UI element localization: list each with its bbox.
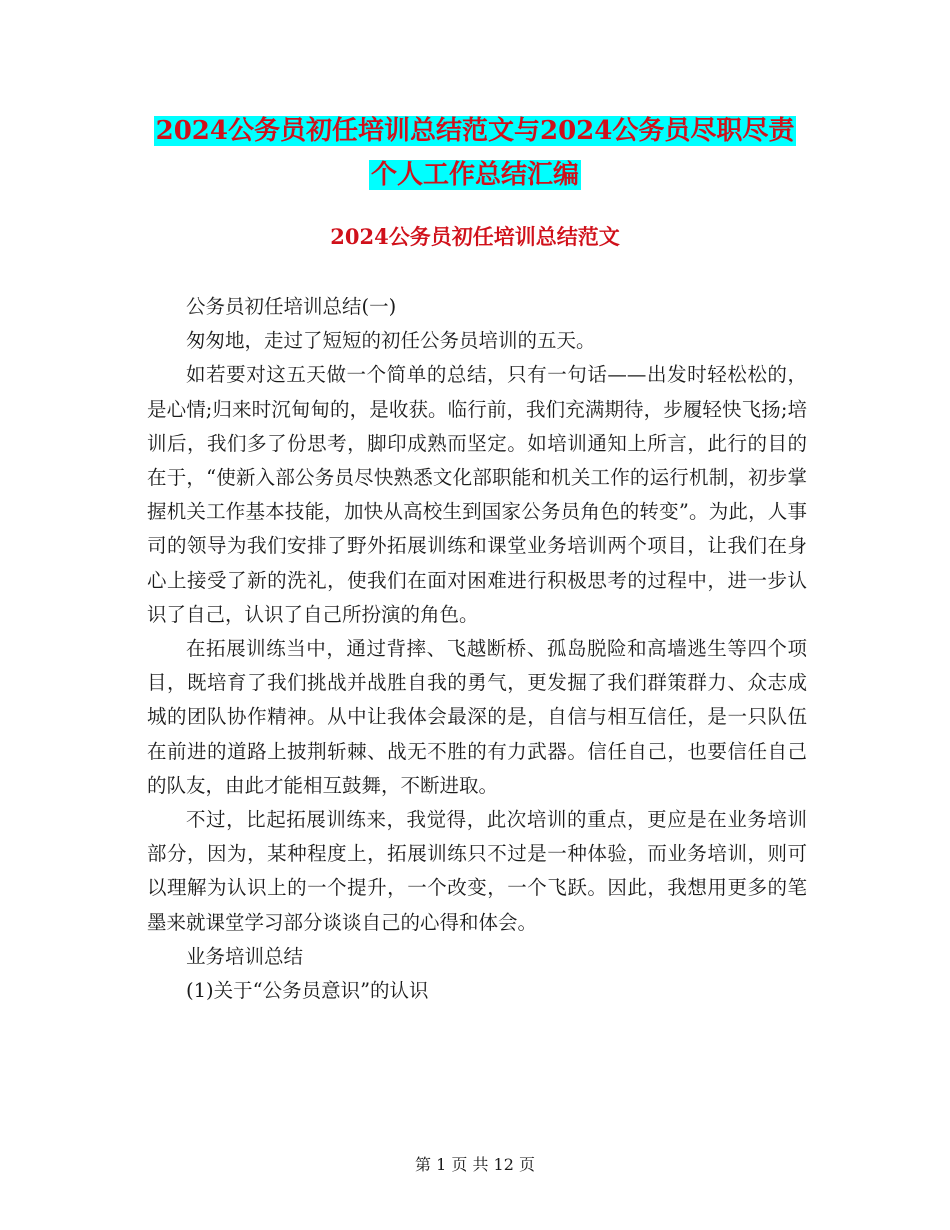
paragraph: 匆匆地，走过了短短的初任公务员培训的五天。 — [186, 329, 596, 353]
page-footer: 第 1 页 共 12 页 — [415, 1155, 535, 1174]
paragraph-heading: (1)关于“公务员意识”的认识 — [186, 979, 429, 1003]
main-title-text-1: 2024公务员初任培训总结范文与2024公务员尽职尽责 — [155, 116, 795, 146]
paragraph-subtitle: 公务员初任培训总结(一) — [186, 295, 397, 318]
section-title: 2024公务员初任培训总结范文 — [330, 224, 620, 249]
paragraph: 不过，比起拓展训练来，我觉得，此次培训的重点，更应是在业务培训部分，因为，某种程度上，拓展训练只不过是一种体验，而业务培训，则可以理解为认识上的一个提升，一个改变，一个飞跃。因此，我想用更多的笔墨来就课堂学习部分谈谈自己的心得和体会。 — [147, 808, 807, 934]
main-title-line-1 — [0, 113, 950, 149]
document-body — [147, 290, 807, 1008]
paragraph-heading: 业务培训总结 — [186, 944, 304, 968]
main-title-line-2 — [0, 157, 950, 193]
main-title-text-2: 个人工作总结汇编 — [370, 160, 579, 190]
paragraph: 如若要对这五天做一个简单的总结，只有一句话——出发时轻松松的，是心情;归来时沉甸甸的，是收获。临行前，我们充满期待，步履轻快飞扬;培训后，我们多了份思考，脚印成熟而坚定。如培训通知上所言，此行的目的在于，“使新入部公务员尽快熟悉文化部职能和机关工作的运行机制，初步掌握机关工作基本技能，加快从高校生到国家公务员角色的转变”。为此，人事司的领导为我们安排了野外拓展训练和课堂业务培训两个项目，让我们在身心上接受了新的洗礼，使我们在面对困难进行积极思考的过程中，进一步认识了自己，认识了自己所扮演的角色。 — [147, 363, 807, 626]
paragraph: 在拓展训练当中，通过背摔、飞越断桥、孤岛脱险和高墙逃生等四个项目，既培育了我们挑战并战胜自我的勇气，更发掘了我们群策群力、众志成城的团队协作精神。从中让我体会最深的是，自信与相互信任，是一只队伍在前进的道路上披荆斩棘、战无不胜的有力武器。信任自己，也要信任自己的队友，由此才能相互鼓舞，不断进取。 — [147, 637, 807, 797]
